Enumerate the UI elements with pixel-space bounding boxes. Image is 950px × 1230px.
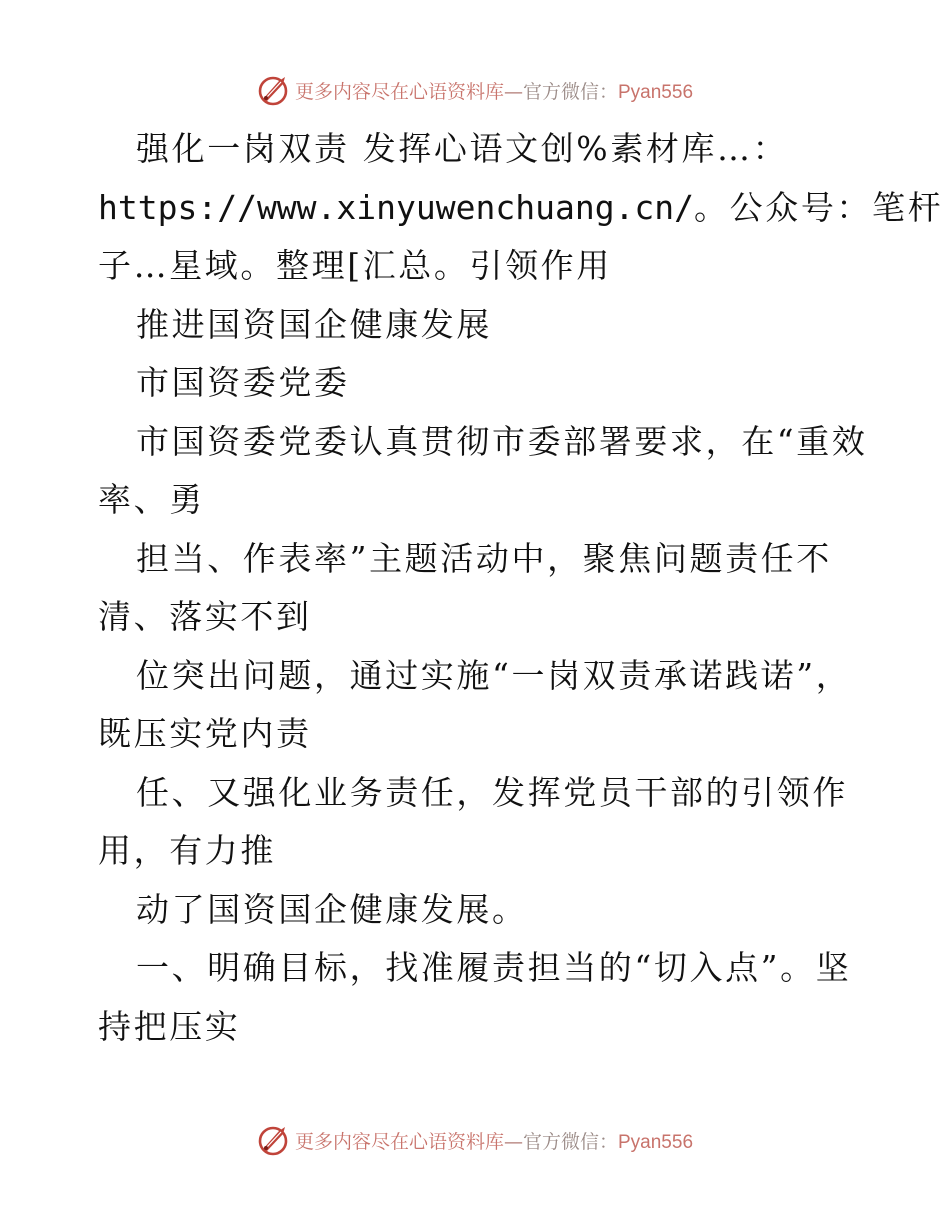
doc-line: 市国资委党委认真贯彻市委部署要求，在“重效 xyxy=(136,421,868,461)
watermark-wechat-label: 官方微信： xyxy=(522,80,618,103)
watermark-wechat-id: Pyan556 xyxy=(618,1131,694,1153)
watermark-site-text: 更多内容尽在心语资料库 xyxy=(294,80,504,103)
doc-line: 任、又强化业务责任，发挥党员干部的引领作 xyxy=(136,772,848,812)
doc-line: 一、明确目标，找准履责担当的“切入点”。坚 xyxy=(136,948,852,987)
quill-pen-logo-icon xyxy=(257,73,291,107)
doc-line-text: 。公众号：笔杆 xyxy=(694,187,944,227)
doc-line: 清、落实不到 xyxy=(98,597,312,636)
footer-watermark xyxy=(0,1120,950,1160)
doc-line: 动了国资国企健康发展。 xyxy=(136,889,528,929)
doc-line: 推进国资国企健康发展 xyxy=(136,304,492,344)
doc-line: 市国资委党委 xyxy=(136,363,350,402)
doc-line: 持把压实 xyxy=(98,1006,241,1046)
doc-line: 担当、作表率”主题活动中，聚焦问题责任不 xyxy=(136,538,832,578)
watermark-site-text: 更多内容尽在心语资料库 xyxy=(294,1130,504,1153)
quill-pen-logo-icon xyxy=(257,1123,291,1157)
doc-line: 率、勇 xyxy=(98,480,205,519)
watermark-dash: — xyxy=(503,1130,523,1153)
doc-url-link[interactable]: https://www.xinyuwenchuang.cn/ xyxy=(98,187,695,227)
doc-line: 用，有力推 xyxy=(98,831,276,870)
doc-line-url xyxy=(98,179,944,238)
doc-line: 强化一岗双责 发挥心语文创%素材库…： xyxy=(136,129,789,168)
watermark-dash: — xyxy=(503,80,523,103)
watermark-wechat-id: Pyan556 xyxy=(618,81,694,103)
doc-line: 子…星域。整理[汇总。引领作用 xyxy=(98,246,612,285)
watermark-wechat-label: 官方微信： xyxy=(522,1130,618,1153)
doc-line: 既压实党内责 xyxy=(98,714,312,753)
header-watermark xyxy=(0,70,950,110)
document-body xyxy=(98,120,944,1056)
doc-line: 位突出问题，通过实施“一岗双责承诺践诺”， xyxy=(136,655,852,695)
